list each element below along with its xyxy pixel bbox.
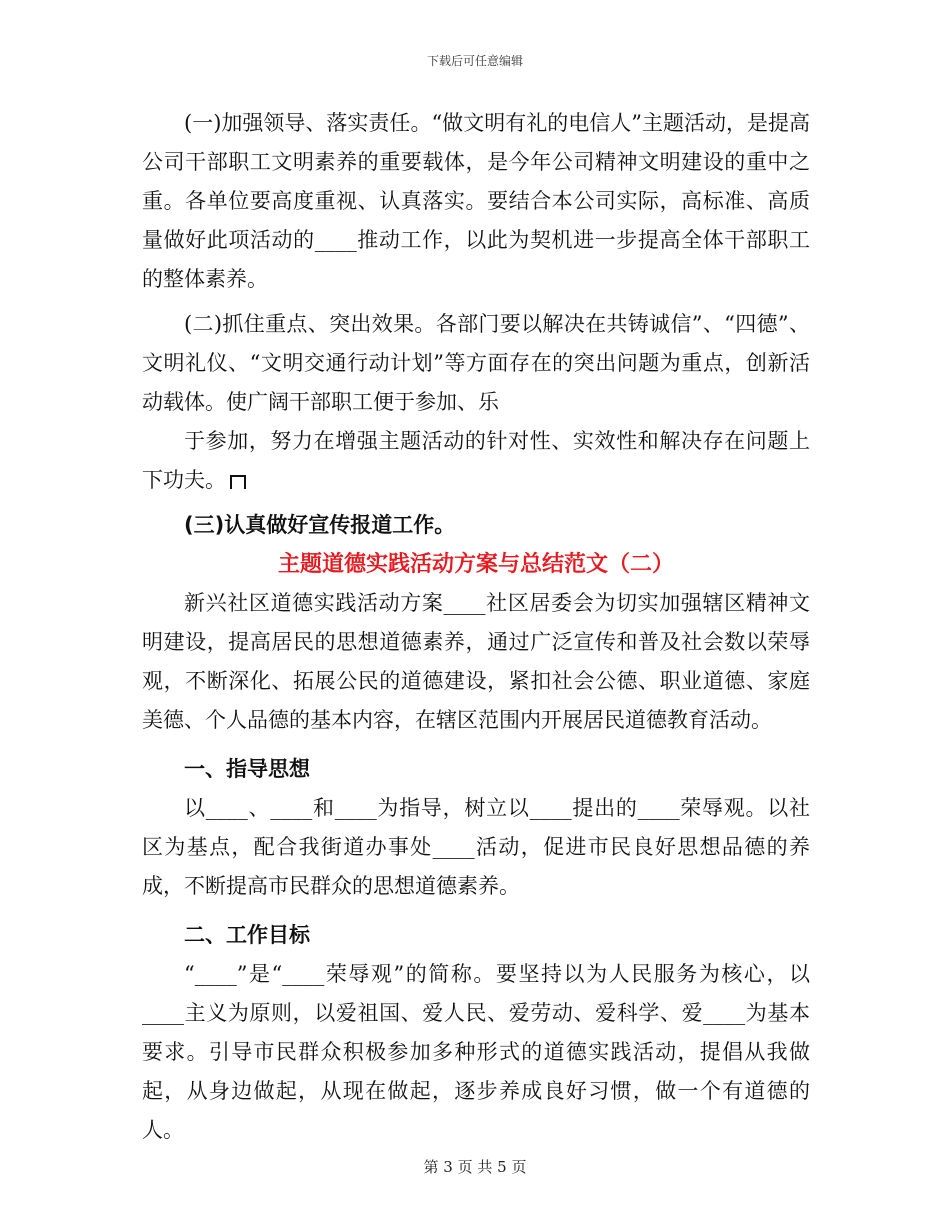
paragraph-guiding-thought: 以____、____和____为指导，树立以____提出的____荣辱观。以社区为基点，配合我街道办事处____活动，促进市民良好思想品德的养成，不断提高市民群众的思想道德素养。 — [142, 796, 810, 898]
paragraph-intro: 新兴社区道德实践活动方案____社区居委会为切实加强辖区精神文明建设，提高居民的思想道德素养，通过广泛宣传和普及社会数以荣辱观，不断深化、拓展公民的道德建设，紧扣社会公德、职业道德、家庭美德、个人品德的基本内容，在辖区范围内开展居民道德教育活动。 — [142, 591, 810, 732]
paragraph-focus-continued — [142, 422, 810, 500]
document-body — [142, 104, 810, 1150]
page-number: 第 3 页 共 5 页 — [423, 1158, 527, 1176]
section-title: 主题道德实践活动方案与总结范文（二） — [277, 552, 674, 577]
heading-guiding-thought: 一、指导思想 — [184, 757, 310, 781]
paragraph-focus-continued-text: 于参加，努力在增强主题活动的针对性、实效性和解决存在问题上下功夫。 — [142, 429, 810, 492]
page-header: 下载后可任意编辑 — [426, 54, 523, 68]
paragraph-focus: (二)抓住重点、突出效果。各部门要以解决在共铸诚信”、“四德”、文明礼仪、“文明交通行动计划”等方面存在的突出问题为重点，创新活动载体。使广阔干部职工便于参加、乐 — [142, 312, 810, 414]
paragraph-leadership: (一)加强领导、落实责任。“做文明有礼的电信人”主题活动，是提高公司干部职工文明素养的重要载体，是今年公司精神文明建设的重中之重。各单位要高度重视、认真落实。要结合本公司实际，高标准、高质量做好此项活动的____推动工作，以此为契机进一步提高全体干部职工的整体素养。 — [142, 111, 810, 291]
heading-work-goals: 二、工作目标 — [184, 923, 310, 947]
paragraph-work-goals: “____”是“____荣辱观”的简称。要坚持以为人民服务为核心，以____主义为原则，以爱祖国、爱人民、爱劳动、爱科学、爱____为基本要求。引导市民群众积极参加多种形式的道德实践活动，提倡从我做起，从身边做起，从现在做起，逐步养成良好习惯，做一个有道德的人。 — [142, 962, 810, 1142]
editing-mark-icon — [230, 475, 246, 489]
heading-publicity: (三)认真做好宣传报道工作。 — [184, 513, 456, 537]
